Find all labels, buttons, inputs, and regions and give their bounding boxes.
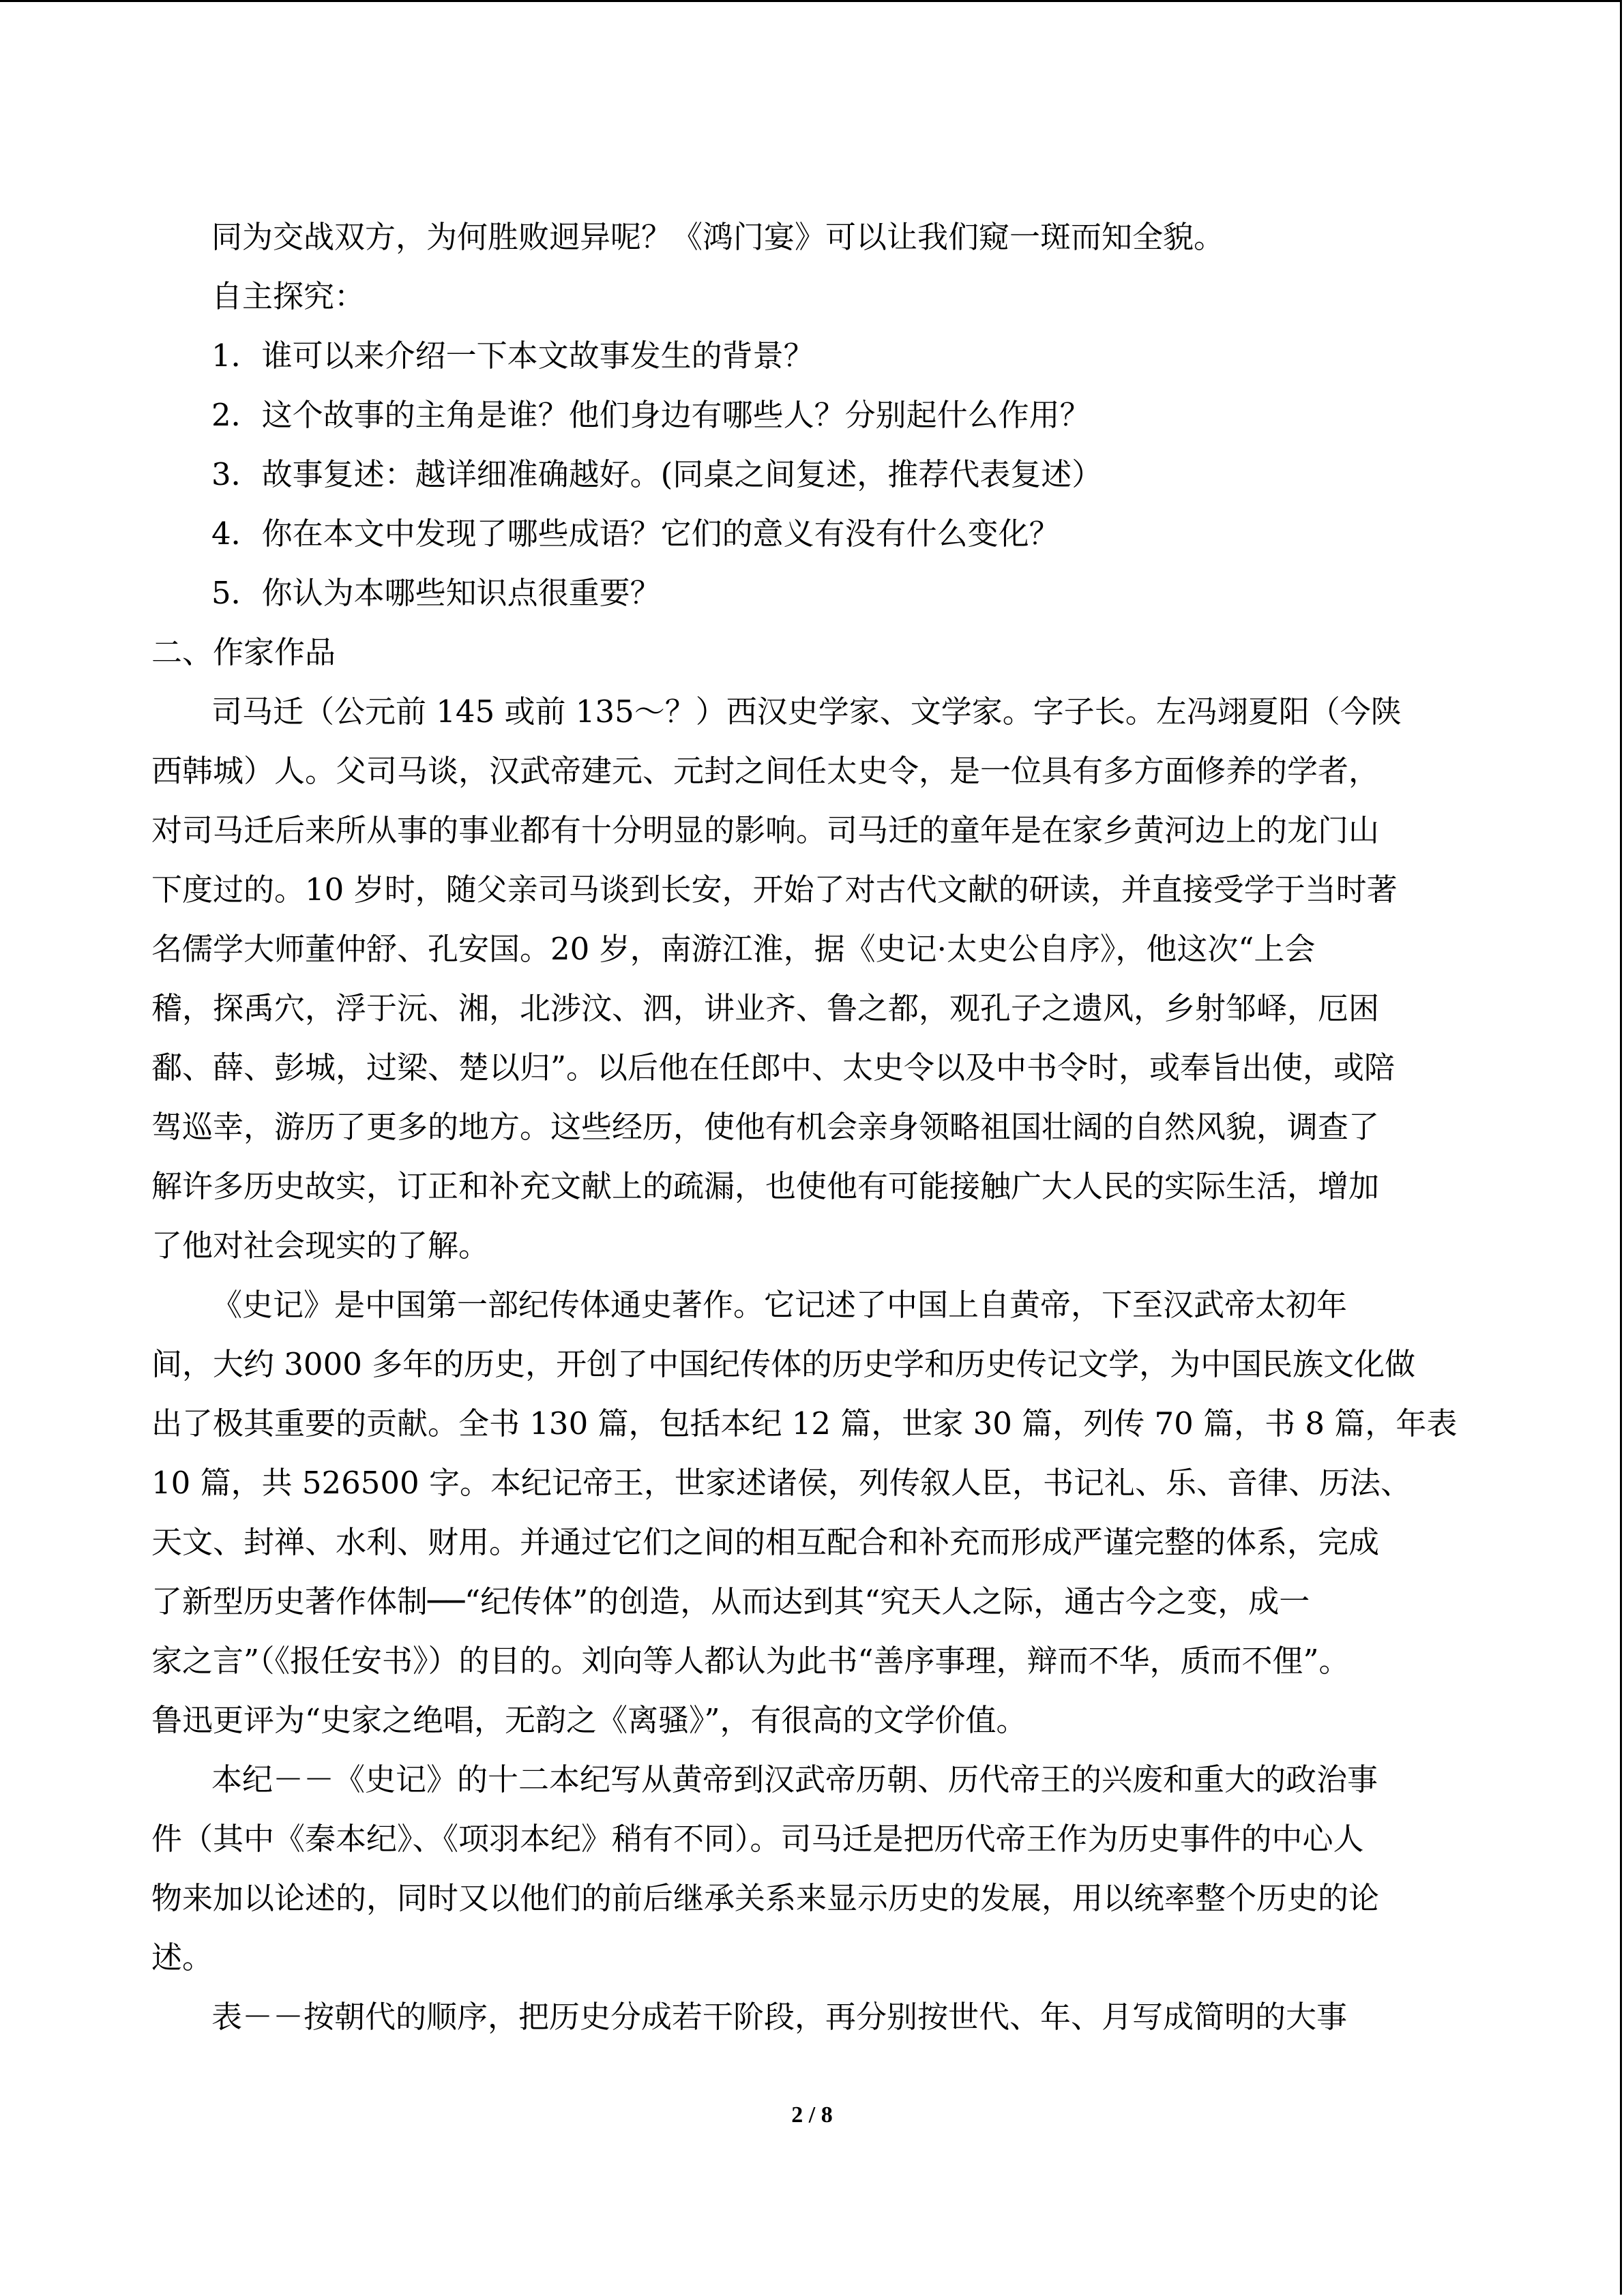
text-line: 述。 bbox=[151, 1939, 213, 1976]
section-heading: 自主探究： bbox=[211, 278, 366, 314]
question-item: 2．这个故事的主角是谁？他们身边有哪些人？分别起什么作用？ bbox=[211, 397, 1091, 433]
text-line: 驾巡幸，游历了更多的地方。这些经历，使他有机会亲身领略祖国壮阔的自然风貌，调查了 bbox=[151, 1109, 1380, 1145]
text-line: 对司马迁后来所从事的事业都有十分明显的影响。司马迁的童年是在家乡黄河边上的龙门山 bbox=[151, 812, 1380, 848]
text-line: 件（其中《秦本纪》、《项羽本纪》稍有不同）。司马迁是把历代帝王作为历史事件的中心人 bbox=[151, 1821, 1364, 1857]
text-line: 10 篇，共 526500 字。本纪记帝王，世家述诸侯，列传叙人臣，书记礼、乐、音律、历法、 bbox=[151, 1465, 1411, 1501]
text-line: 家之言”（《报任安书》）的目的。刘向等人都认为此书“善序事理，辩而不华，质而不俚”。 bbox=[151, 1643, 1350, 1679]
page-number: 2 / 8 bbox=[791, 2102, 833, 2128]
text-line: 了新型历史著作体制──“纪传体”的创造，从而达到其“究天人之际，通古今之变，成一 bbox=[151, 1583, 1310, 1620]
text-line: 下度过的。10 岁时，随父亲司马谈到长安，开始了对古代文献的研读，并直接受学于当时著 bbox=[151, 871, 1398, 908]
text-line: 本纪－－《史记》的十二本纪写从黄帝到汉武帝历朝、历代帝王的兴废和重大的政治事 bbox=[211, 1761, 1378, 1798]
text-line: 物来加以论述的，同时又以他们的前后继承关系来显示历史的发展，用以统率整个历史的论 bbox=[151, 1880, 1380, 1916]
question-item: 5．你认为本哪些知识点很重要？ bbox=[211, 575, 661, 611]
question-item: 1．谁可以来介绍一下本文故事发生的背景？ bbox=[211, 338, 814, 374]
text-line: 表－－按朝代的顺序，把历史分成若干阶段，再分别按世代、年、月写成简明的大事 bbox=[211, 1999, 1348, 2035]
text-line: 稽，探禹穴，浮于沅、湘，北涉汶、泗，讲业齐、鲁之都，观孔子之遗风，乡射邹峄，厄困 bbox=[151, 990, 1380, 1026]
text-line: 出了极其重要的贡献。全书 130 篇，包括本纪 12 篇，世家 30 篇，列传 70 篇，书 8 篇，年表 bbox=[151, 1405, 1458, 1442]
text-line: 鄱、薛、彭城，过梁、楚以归”。以后他在任郎中、太史令以及中书令时，或奉旨出使，或陪 bbox=[151, 1049, 1396, 1086]
question-item: 4．你在本文中发现了哪些成语？它们的意义有没有什么变化？ bbox=[211, 516, 1060, 552]
text-line: 西韩城）人。父司马谈，汉武帝建元、元封之间任太史令，是一位具有多方面修养的学者， bbox=[151, 753, 1380, 789]
text-line: 间，大约 3000 多年的历史，开创了中国纪传体的历史学和历史传记文学，为中国民族文化做 bbox=[151, 1346, 1416, 1382]
question-item: 3．故事复述：越详细准确越好。(同桌之间复述，推荐代表复述） bbox=[211, 456, 1103, 492]
text-line: 了他对社会现实的了解。 bbox=[151, 1227, 490, 1264]
text-line: 解许多历史故实，订正和补充文献上的疏漏，也使他有可能接触广大人民的实际生活，增加 bbox=[151, 1168, 1380, 1204]
text-line: 同为交战双方，为何胜败迥异呢？《鸿门宴》可以让我们窥一斑而知全貌。 bbox=[211, 219, 1225, 255]
text-line: 司马迁（公元前 145 或前 135～？）西汉史学家、文学家。字子长。左冯翊夏阳（今陕 bbox=[211, 694, 1402, 730]
text-line: 名儒学大师董仲舒、孔安国。20 岁，南游江淮，据《史记·太史公自序》，他这次“上会 bbox=[151, 931, 1316, 967]
text-line: 天文、封禅、水利、财用。并通过它们之间的相互配合和补充而形成严谨完整的体系，完成 bbox=[151, 1524, 1380, 1560]
section-heading: 二、作家作品 bbox=[151, 634, 336, 670]
text-line: 《史记》是中国第一部纪传体通史著作。它记述了中国上自黄帝，下至汉武帝太初年 bbox=[211, 1287, 1348, 1323]
text-line: 鲁迅更评为“史家之绝唱，无韵之《离骚》”，有很高的文学价值。 bbox=[151, 1702, 1027, 1738]
